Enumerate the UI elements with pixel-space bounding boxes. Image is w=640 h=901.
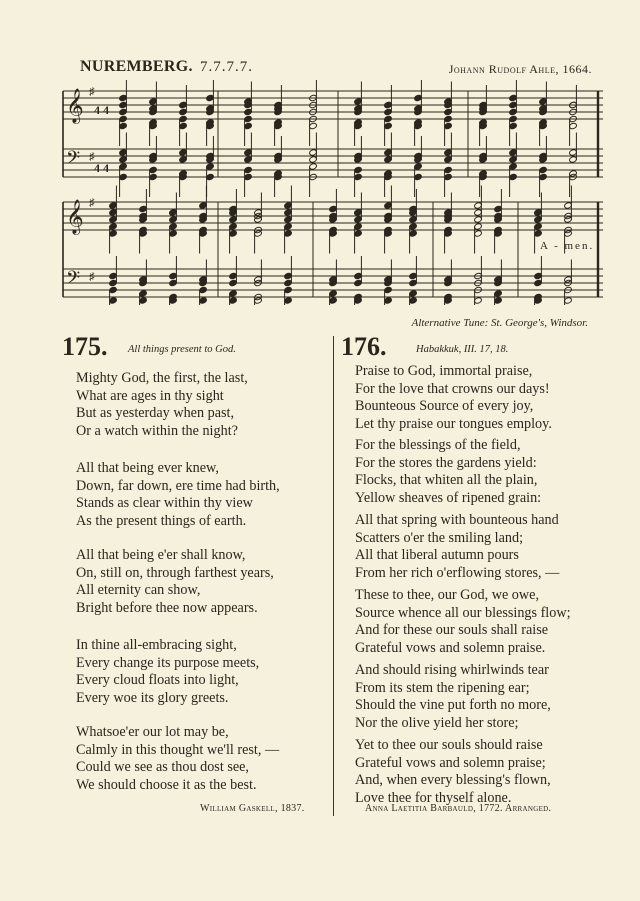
hymn-175-stanza-1: Mighty God, the first, the last, What are ages in thy sight But as yesterday when past, Or a watch within the night? [76,370,248,439]
hymn-176-attribution: Anna Laetitia Barbauld, 1772. Arranged. [365,803,552,814]
amen-label: A - men. [540,240,595,252]
hymn-176-stanza-2: For the blessings of the field, For the stores the gardens yield: Flocks, that whiten all the plain, Yellow sheaves of ripened grain: [355,437,542,506]
hymn-176-stanza-4: These to thee, our God, we owe, Source whence all our blessings flow; And for these our souls shall raise Grateful vows and solemn praise. [355,587,571,656]
alternative-tune: Alternative Tune: St. George's, Windsor. [411,317,588,329]
hymn-175-stanza-2: All that being ever knew, Down, far down, ere time had birth, Stands as clear within thy view As the present things of earth. [76,460,280,529]
treble-clef-icon: 𝄞 [66,200,84,234]
treble-clef-icon: 𝄞 [66,89,84,123]
bass-clef-icon: 𝄢 [66,267,81,293]
column-divider [333,336,334,816]
sharp-icon: ♯ [89,86,95,99]
hymn-175-stanza-5: Whatsoe'er our lot may be, Calmly in this thought we'll rest, — Could we see as thou dost see, We should choose it as the best. [76,724,280,793]
sharp-icon: ♯ [89,197,95,210]
hymn-176-stanza-5: And should rising whirlwinds tear From its stem the ripening ear; Should the vine put forth no more, Nor the olive yield her store; [355,662,551,731]
sharp-icon: ♯ [89,151,95,164]
hymn-176-stanza-3: All that spring with bounteous hand Scatters o'er the smiling land; All that liberal autumn pours From her rich o'erflowing stores, — [355,512,560,581]
hymn-176-stanza-1: Praise to God, immortal praise, For the love that crowns our days! Bounteous Source of every joy, Let thy praise our tongues employ. [355,363,552,432]
hymn-176-heading: Habakkuk, III. 17, 18. [416,344,509,355]
hymn-176-number: 176. [341,332,387,361]
hymn-175-stanza-3: All that being e'er shall know, On, still on, through farthest years, All eternity can show, Bright before thee now appears. [76,547,274,616]
music-score [58,80,608,305]
hymn-175-attribution: William Gaskell, 1837. [200,803,305,814]
tune-name: NUREMBERG. [80,58,193,75]
bass-clef-icon: 𝄢 [66,147,81,173]
hymn-175-heading: All things present to God. [128,344,236,355]
tune-meter: 7.7.7.7. [200,59,253,75]
hymn-176-stanza-6: Yet to thee our souls should raise Grateful vows and solemn praise; And, when every blessing's flown, Love thee for thyself alone. [355,737,551,806]
sharp-icon: ♯ [89,271,95,284]
time-signature-treble-1: 4 4 [94,103,109,117]
time-signature-bass-1: 4 4 [94,161,109,175]
hymn-175-number: 175. [62,332,108,361]
tune-composer: Johann Rudolf Ahle, 1664. [448,62,592,76]
hymn-175-stanza-4: In thine all-embracing sight, Every change its purpose meets, Every cloud floats into light, Every woe its glory greets. [76,637,260,706]
